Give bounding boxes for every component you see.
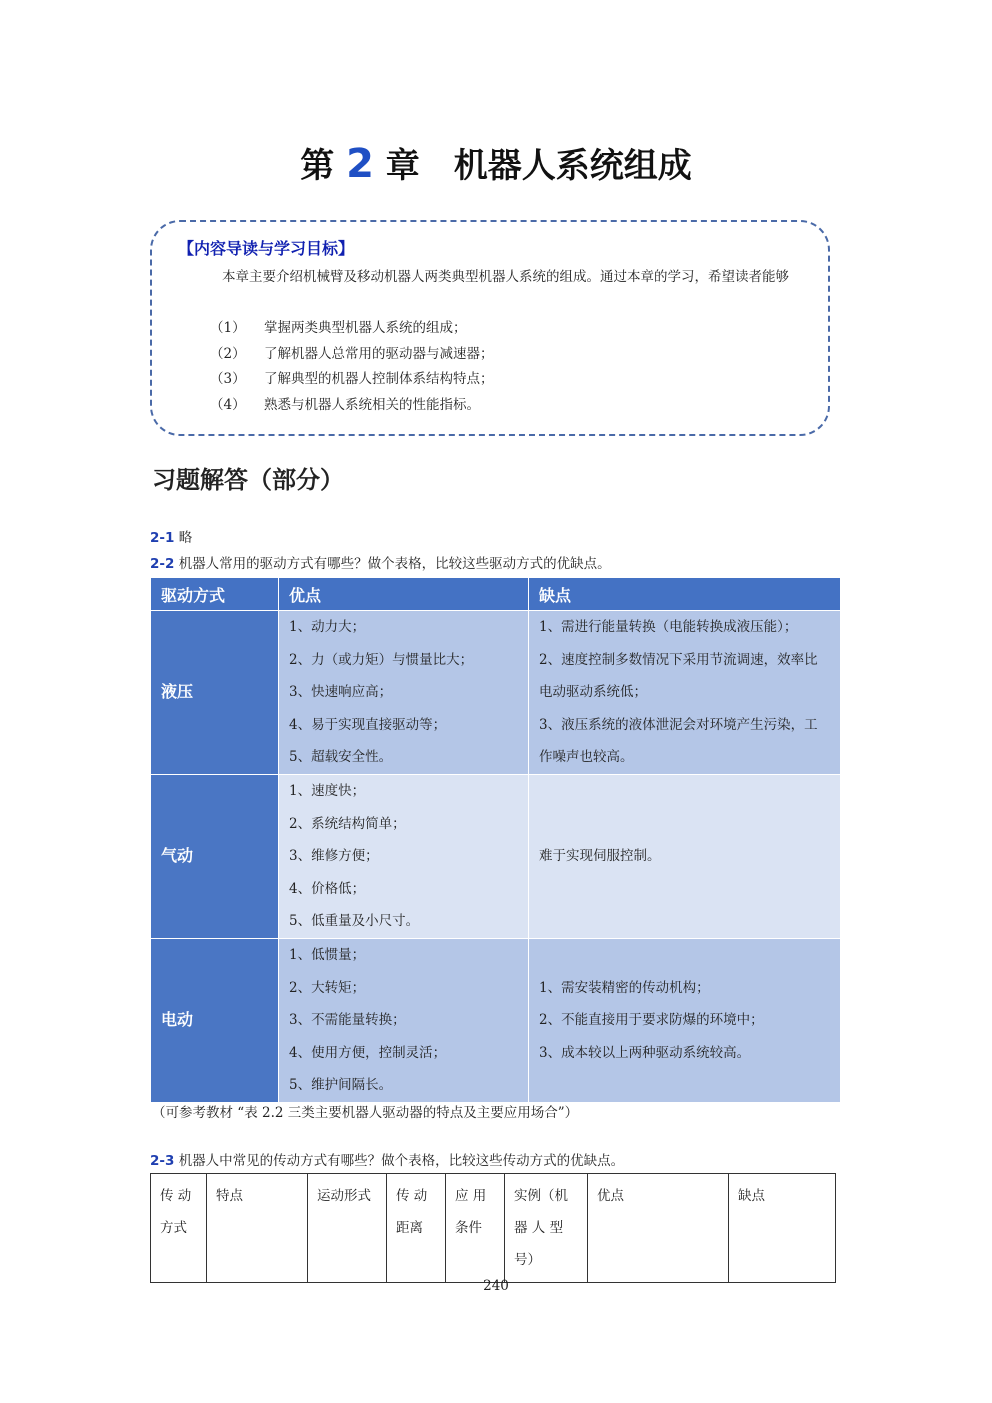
advantage-item: 2、大转矩； <box>289 979 366 996</box>
advantage-item: 1、动力大； <box>289 619 366 635</box>
table-row <box>151 611 841 775</box>
question-text: 机器人常用的驱动方式有哪些？做个表格，比较这些驱动方式的优缺点。 <box>178 556 611 572</box>
column-header: 实例（机 器 人 型 号） <box>505 1174 588 1283</box>
column-header: 应 用 条件 <box>446 1174 505 1283</box>
goal-number: （3） <box>210 371 246 387</box>
goal-text: 掌握两类典型机器人系统的组成； <box>264 320 467 336</box>
goal-number: （4） <box>210 396 246 413</box>
column-header: 传 动 距离 <box>387 1174 446 1283</box>
question-id: 2-2 <box>150 556 175 572</box>
cons-cell <box>529 938 841 1102</box>
question-id: 2-3 <box>150 1153 175 1169</box>
goal-item <box>210 316 467 336</box>
goal-item <box>210 367 494 387</box>
question-2-1 <box>150 526 192 546</box>
disadvantage-item: 3、成本较以上两种驱动系统较高。 <box>539 1044 751 1061</box>
table-row <box>151 774 841 938</box>
question-id: 2-1 <box>150 530 175 546</box>
drive-comparison-table <box>150 577 841 1103</box>
reference-note: （可参考教材 “表 2.2 三类主要机器人驱动器的特点及主要应用场合”） <box>152 1105 579 1121</box>
question-text: 略 <box>178 530 193 546</box>
chapter-title <box>0 138 992 187</box>
transmission-table <box>150 1173 836 1283</box>
column-header: 传 动 方式 <box>151 1174 207 1283</box>
advantage-item: 5、超载安全性。 <box>289 749 393 766</box>
drive-type: 液压 <box>151 611 279 775</box>
column-header: 优点 <box>588 1174 729 1283</box>
question-text: 机器人中常见的传动方式有哪些？做个表格，比较这些传动方式的优缺点。 <box>178 1153 625 1169</box>
pros-cell <box>279 774 529 938</box>
goal-number: （1） <box>210 320 246 336</box>
disadvantage-item: 3、液压系统的液体泄泥会对环境产生污染，工作噪声也较高。 <box>539 716 818 766</box>
disadvantage-item: 2、不能直接用于要求防爆的环境中； <box>539 1012 764 1029</box>
column-header: 缺点 <box>529 578 841 611</box>
disadvantage-item: 2、速度控制多数情况下采用节流调速，效率比电动驱动系统低； <box>539 651 818 701</box>
goal-text: 了解机器人总常用的驱动器与减速器； <box>264 345 494 362</box>
chapter-number: 2 <box>346 141 374 187</box>
column-header: 运动形式 <box>308 1174 387 1283</box>
intro-text: 本章主要介绍机械臂及移动机器人两类典型机器人系统的组成。通过本章的学习，希望读者能够 <box>222 269 789 285</box>
goal-text: 熟悉与机器人系统相关的性能指标。 <box>264 396 480 413</box>
chapter-prefix: 第 <box>300 146 335 186</box>
cons-cell <box>529 774 841 938</box>
advantage-item: 1、速度快； <box>289 782 366 799</box>
page-number: 240 <box>483 1278 509 1294</box>
table-row <box>151 938 841 1102</box>
advantage-item: 2、力（或力矩）与惯量比大； <box>289 651 474 668</box>
intro-box <box>150 220 830 436</box>
advantage-item: 5、维护间隔长。 <box>289 1077 393 1094</box>
advantage-item: 3、维修方便； <box>289 848 379 865</box>
question-2-3 <box>150 1149 624 1169</box>
column-header: 驱动方式 <box>151 578 279 611</box>
disadvantage-item: 难于实现伺服控制。 <box>539 848 661 865</box>
column-header: 优点 <box>279 578 529 611</box>
advantage-item: 4、价格低； <box>289 880 366 897</box>
drive-type: 电动 <box>151 938 279 1102</box>
question-2-2 <box>150 552 611 572</box>
advantage-item: 3、不需能量转换； <box>289 1012 406 1029</box>
advantage-item: 5、低重量及小尺寸。 <box>289 913 420 930</box>
cons-cell <box>529 611 841 775</box>
disadvantage-item: 1、需进行能量转换（电能转换成液压能）； <box>539 619 798 635</box>
section-heading: 习题解答（部分） <box>152 466 344 494</box>
disadvantage-item: 1、需安装精密的传动机构； <box>539 979 710 996</box>
chapter-name: 章 机器人系统组成 <box>385 146 692 186</box>
column-header: 特点 <box>207 1174 308 1283</box>
pros-cell <box>279 611 529 775</box>
goal-number: （2） <box>210 345 246 362</box>
column-header: 缺点 <box>729 1174 836 1283</box>
pros-cell <box>279 938 529 1102</box>
advantage-item: 3、快速响应高； <box>289 684 393 701</box>
intro-heading: 【内容导读与学习目标】 <box>178 239 355 258</box>
advantage-item: 1、低惯量； <box>289 946 366 963</box>
advantage-item: 4、易于实现直接驱动等； <box>289 716 447 733</box>
goal-text: 了解典型的机器人控制体系结构特点； <box>264 371 494 387</box>
advantage-item: 2、系统结构简单； <box>289 815 406 832</box>
advantage-item: 4、使用方便，控制灵活； <box>289 1044 447 1061</box>
goal-item <box>210 393 480 413</box>
drive-type: 气动 <box>151 774 279 938</box>
goal-item <box>210 342 494 362</box>
